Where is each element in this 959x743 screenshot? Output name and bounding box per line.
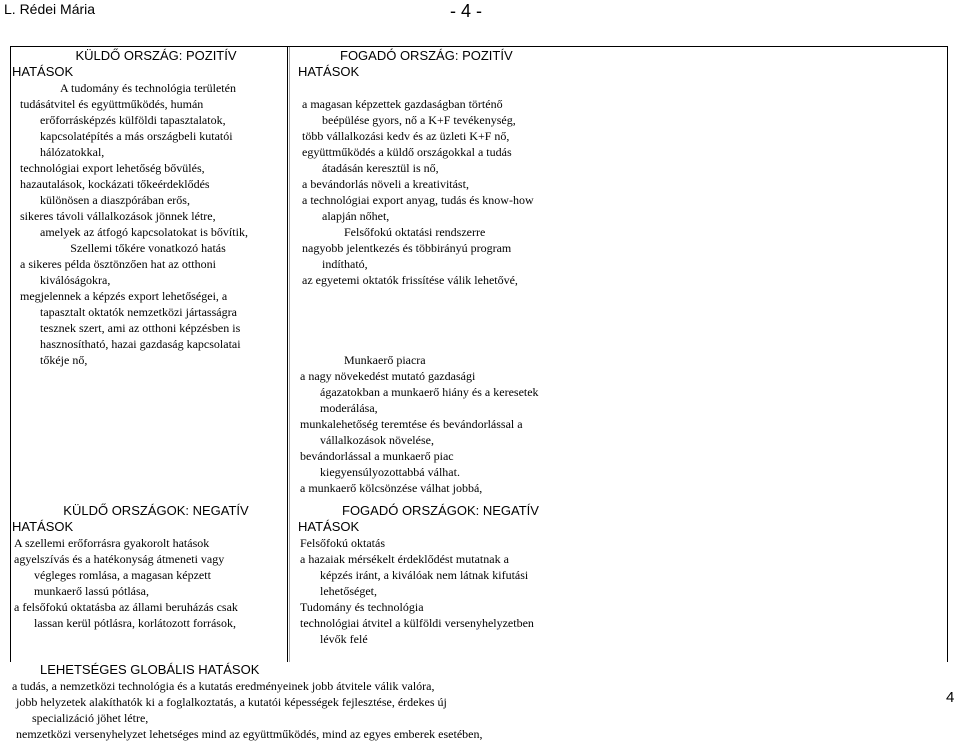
science-tech-title: A tudomány és technológia területén <box>60 81 236 95</box>
receiving-negative-heading-2: HATÁSOK <box>298 519 360 534</box>
text-line: Tudomány és technológia <box>300 600 424 614</box>
table-center-divider-thin <box>289 46 290 662</box>
text-line: a munkaerő kölcsönzése válhat jobbá, <box>300 481 483 495</box>
receiving-negative-cell <box>298 503 938 647</box>
text-line: lévők felé <box>320 632 368 646</box>
sending-negative-heading: KÜLDŐ ORSZÁGOK: NEGATÍV <box>63 503 249 518</box>
text-line: munkalehetőség teremtése és bevándorlással a <box>300 417 523 431</box>
text-line: tőkéje nő, <box>40 353 88 367</box>
text-line: tudásátvitel és együttműködés, humán <box>20 97 204 111</box>
sending-negative-heading-2: HATÁSOK <box>12 519 74 534</box>
text-line: a magasan képzettek gazdaságban történő <box>302 97 503 111</box>
text-line: megjelennek a képzés export lehetőségei, a <box>20 289 228 303</box>
text-line: lassan kerül pótlásra, korlátozott források, <box>34 616 236 630</box>
text-line: tesznek szert, ami az otthoni képzésben is <box>40 321 241 335</box>
higher-education-title: Felsőfokú oktatási rendszerre <box>344 225 486 239</box>
labour-market-title: Munkaerő piacra <box>344 353 426 367</box>
blank-line <box>298 320 938 336</box>
sending-positive-heading-2: HATÁSOK <box>12 64 74 79</box>
text-line: agyelszívás és a hatékonyság átmeneti vagy <box>14 552 225 566</box>
receiving-positive-heading-2: HATÁSOK <box>298 64 360 79</box>
receiving-positive-cell <box>298 48 938 496</box>
blank-line <box>298 288 938 304</box>
text-line: a sikeres példa ösztönzően hat az otthoni <box>20 257 216 271</box>
text-line: a nagy növekedést mutató gazdasági <box>300 369 476 383</box>
table-center-divider <box>287 46 288 662</box>
text-line: különösen a diaszpórában erős, <box>40 193 190 207</box>
text-line: a tudás, a nemzetközi technológia és a kutatás eredményeinek jobb átvitele válik valóra, <box>12 679 435 693</box>
blank-line <box>298 304 938 320</box>
global-effects <box>12 662 942 742</box>
table-left-border <box>10 46 11 662</box>
text-line: bevándorlással a munkaerő piac <box>300 449 454 463</box>
text-line: végleges romlása, a magasan képzett <box>34 568 211 582</box>
blank-line <box>298 336 938 352</box>
text-line: nagyobb jelentkezés és többirányú program <box>302 241 512 255</box>
text-line: a felsőfokú oktatásba az állami beruházás csak <box>14 600 238 614</box>
text-line: a hazaiak mérsékelt érdeklődést mutatnak a <box>300 552 509 566</box>
text-line: amelyek az átfogó kapcsolatokat is bővítik, <box>40 225 248 239</box>
text-line: az egyetemi oktatók frissítése válik lehetővé, <box>302 273 518 287</box>
sending-negative-cell <box>12 503 284 631</box>
sending-positive-cell <box>12 48 284 368</box>
table-right-border <box>947 46 948 662</box>
text-line: A szellemi erőforrásra gyakorolt hatások <box>14 536 210 550</box>
sending-positive-heading: KÜLDŐ ORSZÁG: POZITÍV <box>75 48 237 63</box>
text-line: munkaerő lassú pótlása, <box>34 584 149 598</box>
text-line: a technológiai export anyag, tudás és know-how <box>302 193 534 207</box>
text-line: több vállalkozási kedv és az üzleti K+F nő, <box>302 129 510 143</box>
text-line: a bevándorlás növeli a kreativitást, <box>302 177 469 191</box>
text-line: hasznosítható, hazai gazdaság kapcsolatai <box>40 337 241 351</box>
table-top-border <box>10 46 948 47</box>
side-page-number: 4 <box>946 689 955 706</box>
text-line: indítható, <box>322 257 368 271</box>
text-line: nemzetközi versenyhelyzet lehetséges mind az együttműködés, mind az egyes emberek esetében, <box>16 727 483 741</box>
text-line: technológiai átvitel a külföldi versenyhelyzetben <box>300 616 534 630</box>
receiving-negative-heading: FOGADÓ ORSZÁGOK: NEGATÍV <box>342 503 539 518</box>
text-line: hálózatokkal, <box>40 145 105 159</box>
receiving-positive-heading: FOGADÓ ORSZÁG: POZITÍV <box>340 48 513 63</box>
text-line: sikeres távoli vállalkozások jönnek létre, <box>20 209 216 223</box>
text-line: alapján nőhet, <box>322 209 390 223</box>
intellectual-capital-title: Szellemi tőkére vonatkozó hatás <box>70 241 226 255</box>
text-line: kiválóságokra, <box>40 273 111 287</box>
page-number: - 4 - <box>450 1 483 21</box>
text-line: tapasztalt oktatók nemzetközi jártasságra <box>40 305 237 319</box>
text-line: technológiai export lehetőség bővülés, <box>20 161 205 175</box>
text-line: átadásán keresztül is nő, <box>322 161 439 175</box>
text-line: ágazatokban a munkaerő hiány és a keresetek <box>320 385 539 399</box>
text-line: hazautalások, kockázati tőkeérdeklődés <box>20 177 210 191</box>
blank-line <box>298 80 938 96</box>
author-name: L. Rédei Mária <box>4 1 96 17</box>
text-line: specializáció jöhet létre, <box>32 711 149 725</box>
text-line: lehetőséget, <box>320 584 377 598</box>
global-effects-heading: LEHETSÉGES GLOBÁLIS HATÁSOK <box>40 662 260 677</box>
text-line: jobb helyzetek alakíthatók ki a foglalkoztatás, a kutatói képességek fejlesztése, érdekes új <box>16 695 447 709</box>
text-line: erőforrásképzés külföldi tapasztalatok, <box>40 113 226 127</box>
text-line: vállalkozások növelése, <box>320 433 434 447</box>
text-line: együttműködés a küldő országokkal a tudás <box>302 145 512 159</box>
text-line: beépülése gyors, nő a K+F tevékenység, <box>322 113 516 127</box>
text-line: kiegyensúlyozottabbá válhat. <box>320 465 460 479</box>
text-line: képzés iránt, a kiválóak nem látnak kifutási <box>320 568 529 582</box>
text-line: Felsőfokú oktatás <box>300 536 385 550</box>
text-line: kapcsolatépítés a más országbeli kutatói <box>40 129 233 143</box>
text-line: moderálása, <box>320 401 378 415</box>
